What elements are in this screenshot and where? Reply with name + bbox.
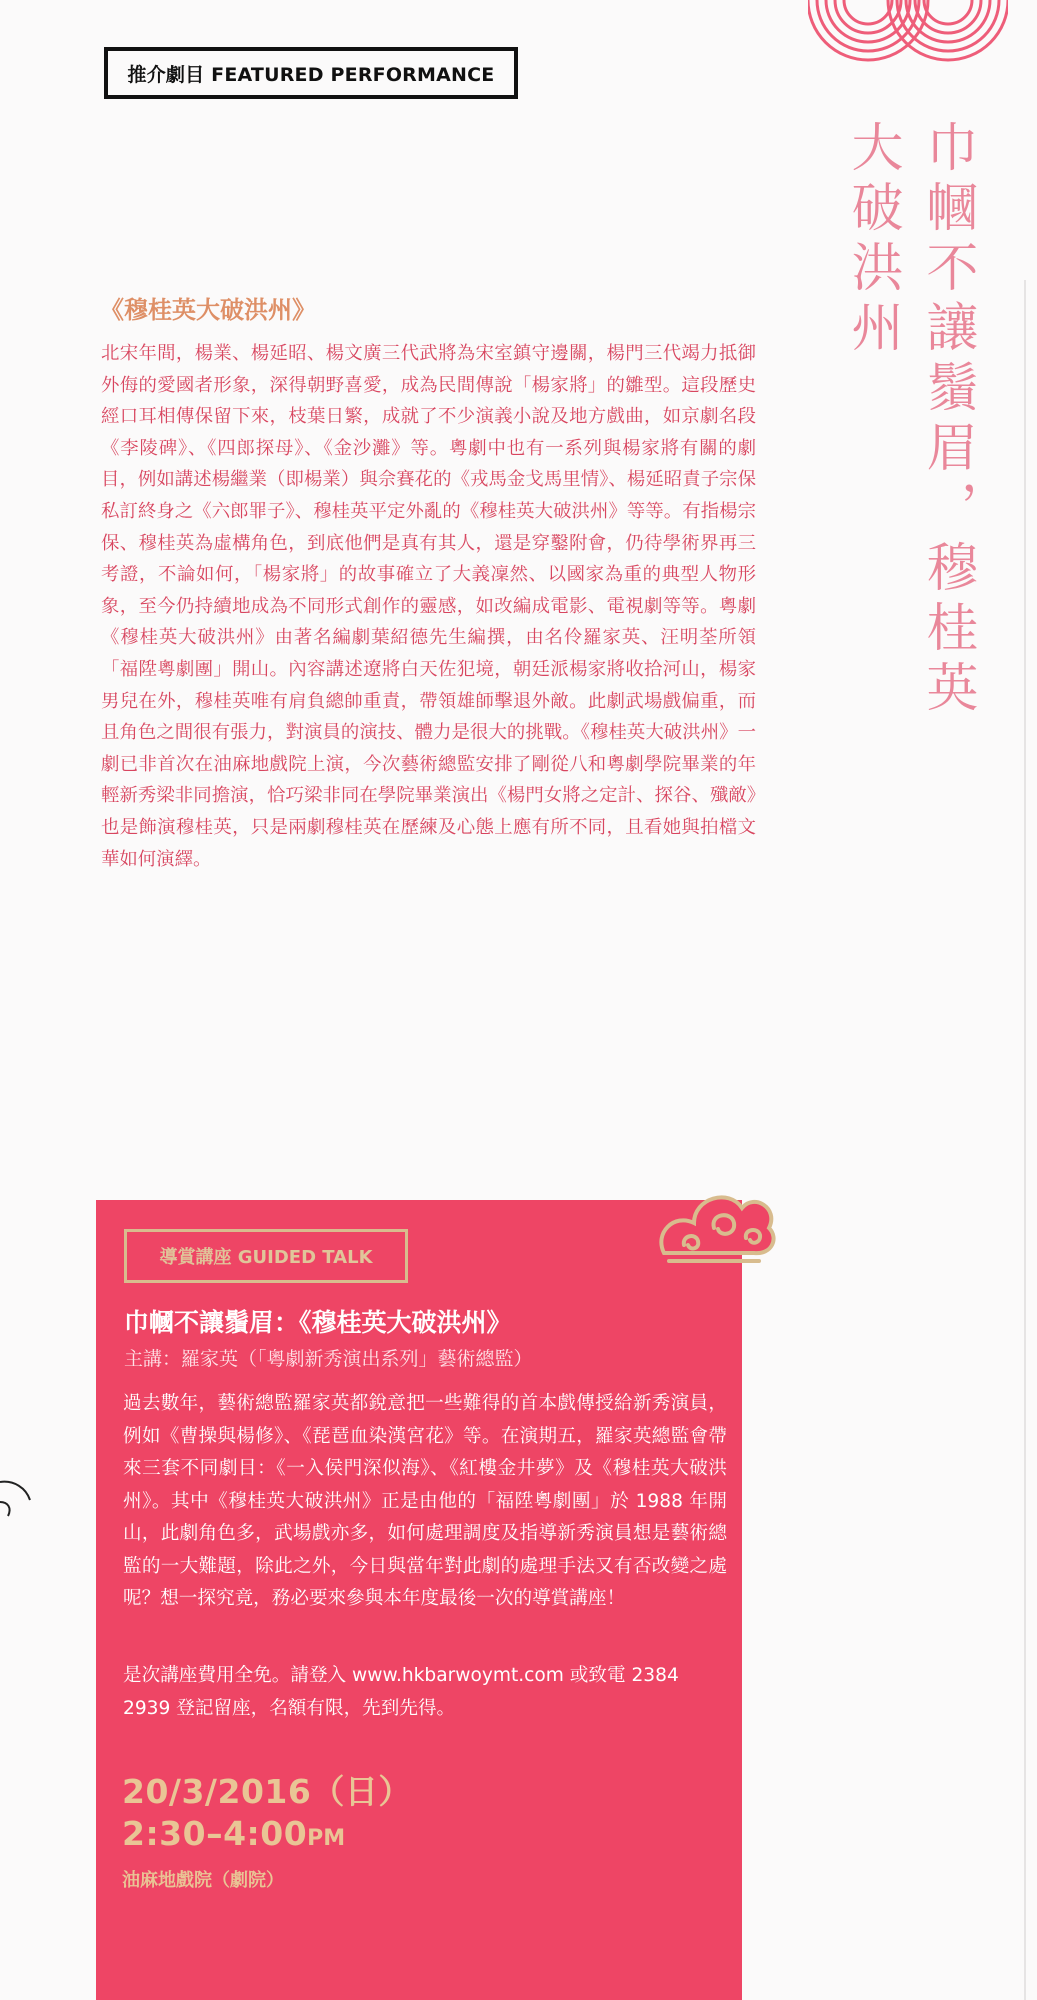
vertical-title-column-2: 大破洪州: [842, 120, 902, 360]
talk-speaker: 主講：羅家英（「粵劇新秀演出系列」藝術總監）: [124, 1348, 533, 1370]
talk-description: 過去數年，藝術總監羅家英都銳意把一些難得的首本戲傳授給新秀演員，例如《曹操與楊修》、《琵琶血染漢宮花》等。在演期五，羅家英總監會帶來三套不同劇目：《一入侯門深似海》、《紅樓金井夢》及《穆桂英大破洪州》。其中《穆桂英大破洪州》正是由他的「福陞粵劇團」於 1988 年開山，此劇角色多，武場戲亦多，如何處理調度及指導新秀演員想是藝術總監的一大難題，除此之外，今日與當年對此劇的處理手法又有否改變之處呢？想一探究竟，務必要來參與本年度最後一次的導賞講座！: [123, 1393, 727, 1609]
swirl-circles-icon: [808, 0, 1008, 75]
talk-time-range: 2:30–4:00: [122, 1814, 308, 1853]
talk-time-suffix: PM: [307, 1826, 346, 1851]
page-edge-line: [1024, 280, 1026, 2000]
talk-title: 巾幗不讓鬚眉：《穆桂英大破洪州》: [124, 1308, 512, 1337]
auspicious-cloud-icon: [654, 1183, 780, 1273]
play-description: 北宋年間，楊業、楊延昭、楊文廣三代武將為宋室鎮守邊關，楊門三代竭力抵御外侮的愛國者形象，深得朝野喜愛，成為民間傳說「楊家將」的雛型。這段歷史經口耳相傳保留下來，枝葉日繁，成就了不少演義小說及地方戲曲，如京劇名段《李陵碑》、《四郎探母》、《金沙灘》等。粵劇中也有一系列與楊家將有關的劇目，例如講述楊繼業（即楊業）與佘賽花的《戎馬金戈馬里情》、楊延昭責子宗保私訂終身之《六郎罪子》、穆桂英平定外亂的《穆桂英大破洪州》等等。有指楊宗保、穆桂英為虛構角色，到底他們是真有其人，還是穿鑿附會，仍待學術界再三考證，不論如何，「楊家將」的故事確立了大義凜然、以國家為重的典型人物形象，至今仍持續地成為不同形式創作的靈感，如改編成電影、電視劇等等。粵劇《穆桂英大破洪州》由著名編劇葉紹德先生編撰，由名伶羅家英、汪明荃所領「福陞粵劇團」開山。內容講述遼將白天佐犯境，朝廷派楊家將收拾河山，楊家男兒在外，穆桂英唯有肩負總帥重責，帶領雄師擊退外敵。此劇武場戲偏重，而且角色之間很有張力，對演員的演技、體力是很大的挑戰。《穆桂英大破洪州》一劇已非首次在油麻地戲院上演，今次藝術總監安排了剛從八和粵劇學院畢業的年輕新秀梁非同擔演，恰巧梁非同在學院畢業演出《楊門女將之定計、探谷、殲敵》也是飾演穆桂英，只是兩劇穆桂英在歷練及心態上應有所不同，且看她與拍檔文華如何演繹。: [101, 343, 756, 870]
talk-time: [122, 1814, 345, 1853]
talk-date: 20/3/2016（日）: [122, 1772, 412, 1811]
guided-talk-label: 導賞講座 GUIDED TALK: [124, 1229, 408, 1283]
page-fold-mark: [0, 1478, 36, 1518]
featured-performance-label: 推介劇目 FEATURED PERFORMANCE: [104, 47, 518, 99]
play-title: 《穆桂英大破洪州》: [100, 296, 316, 324]
talk-venue: 油麻地戲院（劇院）: [122, 1870, 284, 1891]
talk-registration: 是次講座費用全免。請登入 www.hkbarwoymt.com 或致電 2384 2939 登記留座，名額有限，先到先得。: [123, 1665, 679, 1719]
vertical-title-column-1: 巾幗不讓鬚眉，穆桂英: [917, 120, 977, 720]
